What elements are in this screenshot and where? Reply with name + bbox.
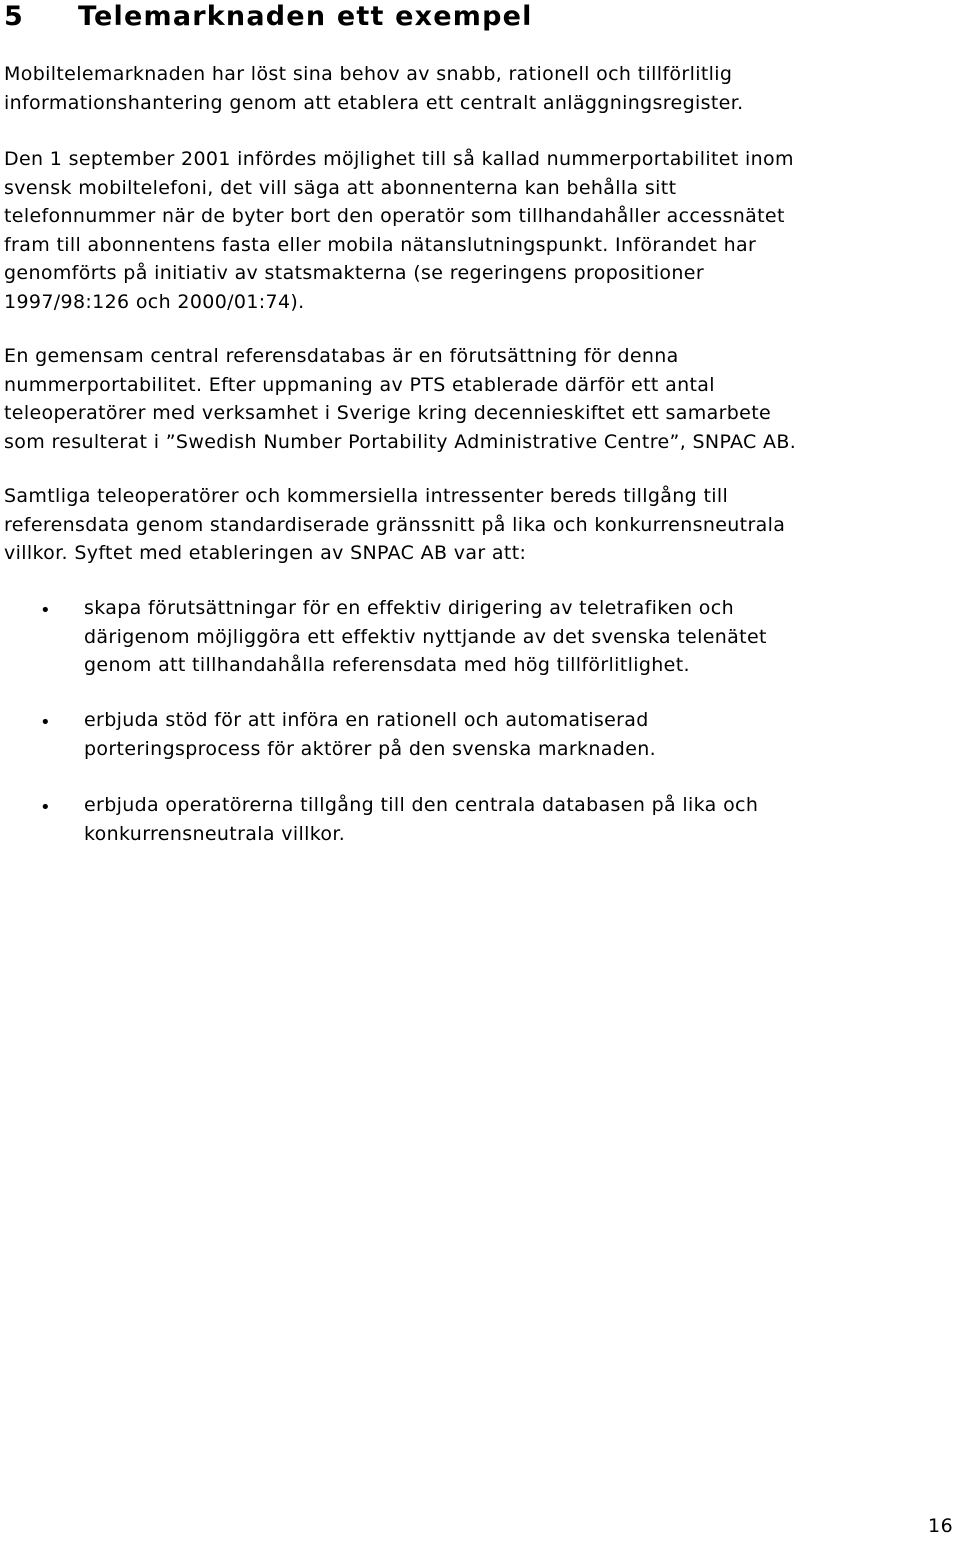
- paragraph-reference-database: En gemensam central referensdatabas är en förutsättning för denna nummerportabilitet. Efter uppmaning av PTS etablerade därför ett antal teleoperatörer med verksamhet i Sverige kring decennieskiftet ett samarbete som resulterat i ”Swedish Number Portability Administrative Centre”, SNPAC AB.: [4, 345, 797, 453]
- bullet-icon: •: [40, 797, 51, 818]
- section-number: 5: [4, 1, 24, 32]
- paragraph-number-portability: Den 1 september 2001 infördes möjlighet till så kallad nummerportabilitet inom svensk mobiltelefoni, det vill säga att abonnenterna kan behålla sitt telefonnummer när de byter bort den operatör som tillhandahåller accessnätet fram till abonnentens fasta eller mobila nätanslutningspunkt. Införandet har genomförts på initiativ av statsmakterna (se regeringens propositioner 1997/98:126 och 2000/01:74).: [4, 148, 794, 313]
- paragraph-intro: Mobiltelemarknaden har löst sina behov av snabb, rationell och tillförlitlig informationshantering genom att etablera ett centralt anläggningsregister.: [4, 63, 744, 114]
- list-item-text: erbjuda stöd för att införa en rationell och automatiserad porteringsprocess för aktörer på den svenska marknaden.: [84, 709, 657, 760]
- paragraph-purpose: Samtliga teleoperatörer och kommersiella intressenter bereds tillgång till referensdata genom standardiserade gränssnitt på lika och konkurrensneutrala villkor. Syftet med etableringen av SNPAC AB var att:: [4, 485, 786, 565]
- section-title: Telemarknaden ett exempel: [78, 1, 533, 32]
- list-item-text: erbjuda operatörerna tillgång till den centrala databasen på lika och konkurrensneutrala villkor.: [84, 794, 759, 845]
- bullet-icon: •: [40, 712, 51, 733]
- bullet-icon: •: [40, 600, 51, 621]
- page-number: 16: [928, 1515, 954, 1537]
- list-item-text: skapa förutsättningar för en effektiv dirigering av teletrafiken och därigenom möjliggöra ett effektiv nyttjande av det svenska telenätet genom att tillhandahålla referensdata med hög tillförlitlighet.: [84, 597, 767, 677]
- section-heading: [4, 0, 533, 34]
